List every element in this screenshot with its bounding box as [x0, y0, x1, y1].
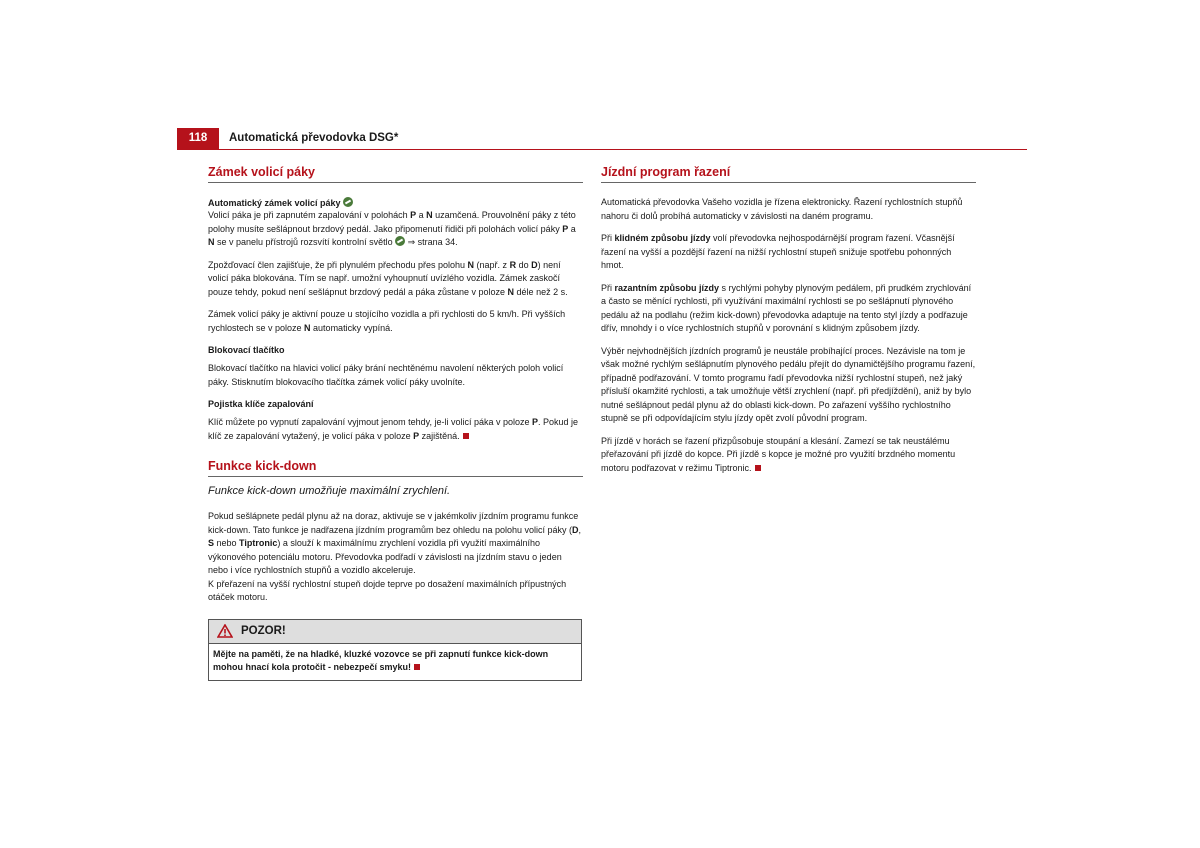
chapter-title: Automatická převodovka DSG*	[229, 132, 399, 144]
paragraph-auto-lock: Volicí páka je při zapnutém zapalování v polohách P a N uzamčená. Prouvolnění páky z této polohy musíte sešlápnout brzdový pedál. Jako připomenutí řidiči při polohách volicí páky P a N se v panelu přístrojů rozsvítí kontrolní světlo ⇒ strana 34.	[208, 210, 576, 247]
paragraph-active-speed: Zámek volicí páky je aktivní pouze u stojícího vozidla a při rychlosti do 5 km/h. Při vyšších rychlostech se v poloze N automaticky vypíná.	[208, 309, 566, 333]
kick-down-intro: Funkce kick-down umožňuje maximální zrychlení.	[208, 485, 451, 497]
section-end-mark	[463, 433, 469, 439]
paragraph-delay: Zpožďovací člen zajišťuje, že při plynulém přechodu přes polohu N (např. z R do D) není volicí páka blokována. Tím se např. umožní vyhoupnutí uvízlého vozidla. Zámek zaskočí pouze tehdy, pokud není sešlápnut brzdový pedál a páka zůstane v poloze N déle než 2 s.	[208, 259, 568, 297]
subheading-auto-lock: Automatický zámek volicí páky	[208, 197, 583, 209]
warning-text: Mějte na paměti, že na hladké, kluzké vozovce se při zapnutí funkce kick-down mohou hnací kola protočit - nebezpečí smyku!	[213, 648, 549, 672]
selector-lever-lock-icon	[343, 197, 353, 207]
subheading-lock-button: Blokovací tlačítko	[208, 345, 285, 355]
paragraph-calm-driving: Při klidném způsobu jízdy volí převodovka nejhospodárnější program řazení. Včasnější řazení na vyšší a pozdější řazení na nižší rychlostní stupeň snižuje spotřebu pohonných hmot.	[601, 233, 955, 270]
page-number: 118	[177, 128, 219, 149]
right-column	[601, 165, 976, 475]
subheading-key-lock: Pojistka klíče zapalování	[208, 399, 314, 409]
paragraph-sporty-driving: Při razantním způsobu jízdy s rychlými pohyby plynovým pedálem, při prudkém zrychlování a často se měnící rychlosti, při využívání maximální rychlosti se po sešlápnutí plynového pedálu až na podlahu (režim kick-down) převodovka adaptuje na tento styl jízdy a podřazuje dřív, mnohdy i o více rychlostních stupňů v porovnání s klidným způsobem jízdy.	[601, 282, 972, 333]
paragraph-lock-button: Blokovací tlačítko na hlavici volicí páky brání nechtěnému navolení některých poloh volicí páky. Stisknutím blokovacího tlačítka zámek volicí páky uvolníte.	[208, 363, 564, 387]
section-title-selector-lock: Zámek volicí páky	[208, 165, 583, 183]
warning-title: POZOR!	[241, 624, 286, 637]
page-reference-link[interactable]: ⇒ strana 34.	[405, 237, 458, 247]
section-title-shift-program: Jízdní program řazení	[601, 165, 976, 183]
page-header	[177, 128, 1027, 150]
warning-box	[208, 619, 582, 681]
paragraph-kick-down: Pokud sešlápnete pedál plynu až na doraz, aktivuje se v jakémkoliv jízdním programu funkce kick-down. Tato funkce je nadřazena jízdním programům bez ohledu na polohu volicí páky (D, S nebo Tiptronic) a slouží k maximálnímu zrychlení vozidla při využití maximálního výkonového potenciálu motoru. Převodovka podřadí v závislosti na jízdním stavu o jeden nebo i více rychlostních stupňů a vozidlo akceleruje. K přeřazení na vyšší rychlostní stupeň dojde teprve po dosažení maximálních přípustných otáček motoru.	[208, 511, 582, 602]
warning-triangle-icon	[217, 624, 233, 638]
section-end-mark	[414, 664, 420, 670]
section-end-mark	[755, 465, 761, 471]
section-title-kick-down: Funkce kick-down	[208, 459, 583, 477]
warning-header	[209, 620, 581, 644]
left-column	[208, 165, 583, 681]
paragraph-key-lock: Klíč můžete po vypnutí zapalování vyjmout jenom tehdy, je-li volicí páka v poloze P. Pokud je klíč ze zapalování vytažený, je volicí páka v poloze P zajištěná.	[208, 417, 579, 441]
indicator-light-icon	[395, 236, 405, 246]
paragraph-mountains: Při jízdě v horách se řazení přizpůsobuje stoupání a klesání. Zamezí se tak neustálému přeřazování při jízdě do kopce. Při jízdě s kopce je možné pro využití brzdného momentu motoru podřazovat v režimu Tiptronic.	[601, 435, 956, 473]
paragraph-program-selection: Výběr nejvhodnějších jízdních programů je neustále probíhající proces. Nezávisle na tom je však možné rychlým sešlápnutím plynového pedálu přejít do dynamičtějšího programu řazení, případně podřazování. V tomto programu řadí převodovka nižší rychlostní stupeň, než jaký přísluší okamžité rychlosti, a tak umožňuje větší zrychlení (např. při předjíždění), aniž by bylo nutné sešlápnout pedál plynu až do oblasti kick-down. Po zařazení vyššího rychlostního stupně se při odpovídajícím stylu jízdy opět zvolí původní program.	[601, 345, 976, 423]
paragraph-electronic: Automatická převodovka Vašeho vozidla je řízena elektronicky. Řazení rychlostních stupňů nahoru či dolů probíhá automaticky v závislosti na daném programu.	[601, 197, 963, 221]
